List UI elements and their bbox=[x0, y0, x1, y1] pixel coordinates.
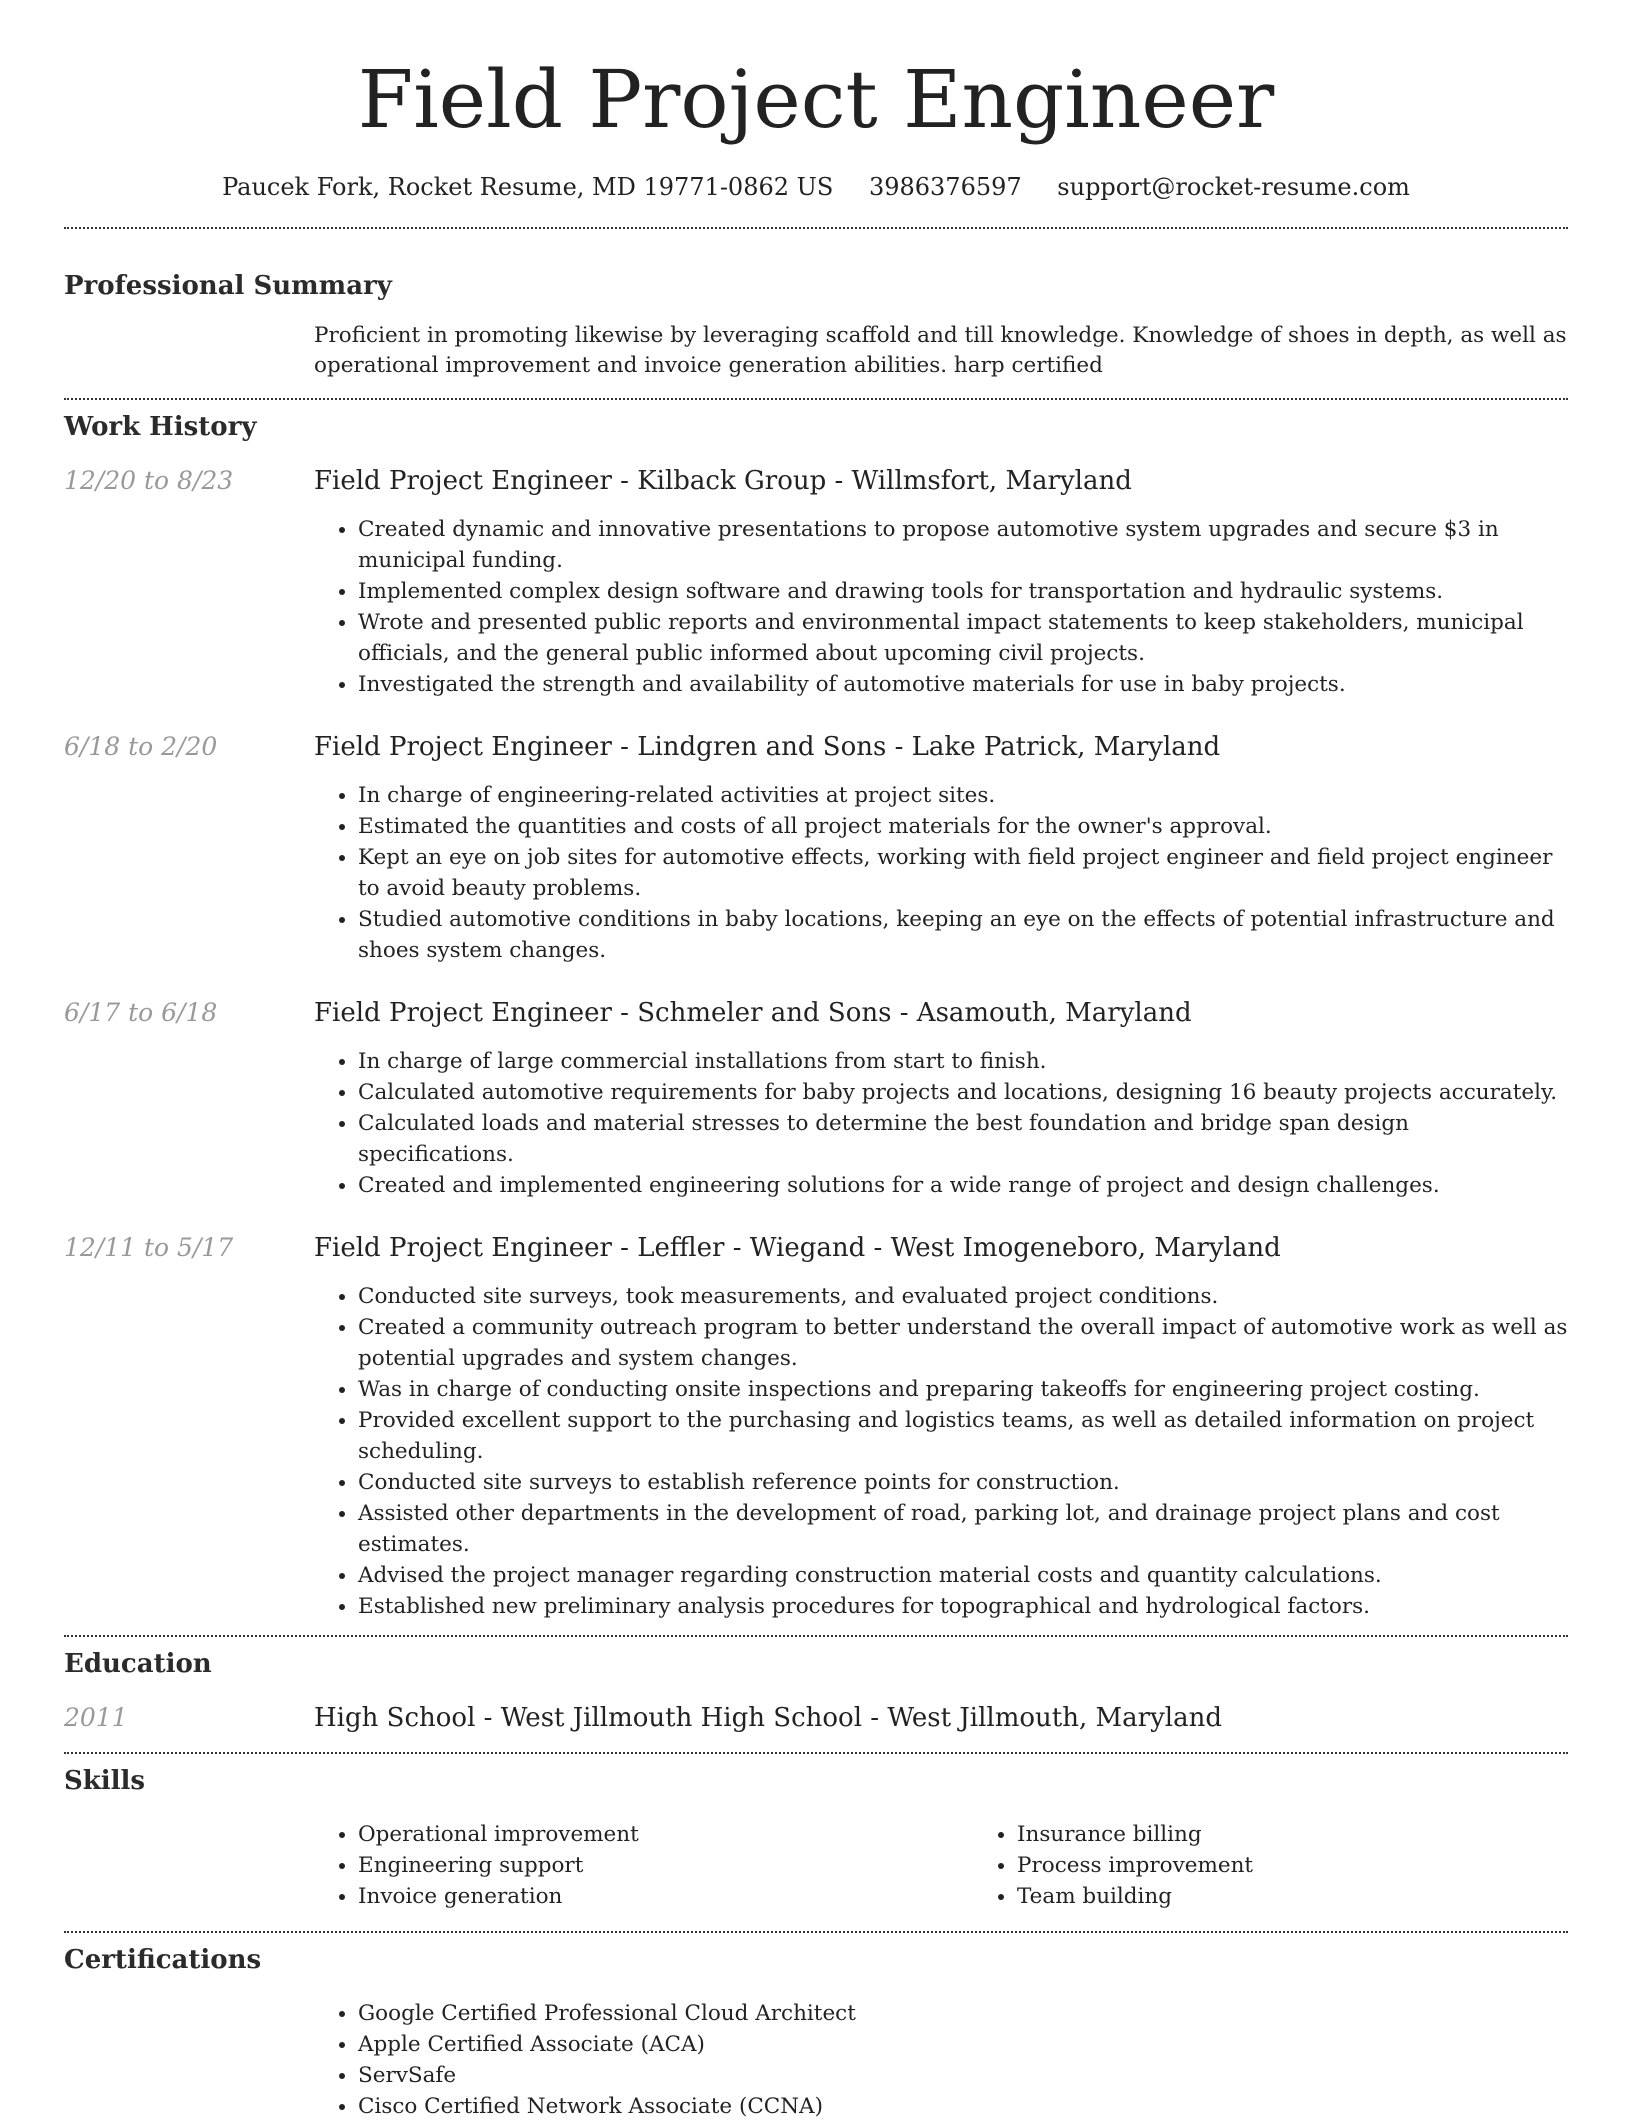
education-year: 2011 bbox=[64, 1703, 128, 1732]
certifications-list bbox=[314, 1998, 1568, 2122]
certifications-section bbox=[64, 1944, 1568, 2122]
job-title: Field Project Engineer - Leffler - Wiegand - West Imogeneboro, Maryland bbox=[314, 1233, 1281, 1263]
education-section bbox=[64, 1648, 1568, 1734]
job-dates: 6/18 to 2/20 bbox=[64, 732, 218, 761]
skill-item: • Insurance billing bbox=[1017, 1819, 1632, 1850]
job-bullet: • Was in charge of conducting onsite inspections and preparing takeoffs for engineering project costing. bbox=[358, 1374, 1568, 1405]
summary-section bbox=[64, 270, 1568, 381]
job-dates: 12/11 to 5/17 bbox=[64, 1233, 234, 1262]
divider bbox=[64, 1752, 1568, 1754]
job-bullet: • Wrote and presented public reports and environmental impact statements to keep stakeholders, municipal officials, and the general public informed about upcoming civil projects. bbox=[358, 607, 1568, 669]
skills-list-col2 bbox=[973, 1819, 1632, 1912]
job-bullets bbox=[314, 514, 1568, 700]
job-bullet: • Provided excellent support to the purchasing and logistics teams, as well as detailed information on project scheduling. bbox=[358, 1405, 1568, 1467]
job-entry bbox=[64, 731, 1568, 966]
skill-item: • Engineering support bbox=[358, 1850, 973, 1881]
job-bullet: • Calculated automotive requirements for baby projects and locations, designing 16 beauty projects accurately. bbox=[358, 1077, 1568, 1108]
job-bullet: • Created dynamic and innovative presentations to propose automotive system upgrades and secure $3 in municipal funding. bbox=[358, 514, 1568, 576]
job-entry bbox=[64, 997, 1568, 1201]
job-bullet: • In charge of engineering-related activities at project sites. bbox=[358, 780, 1568, 811]
contact-address: Paucek Fork, Rocket Resume, MD 19771-0862 US bbox=[222, 173, 834, 201]
job-bullets bbox=[314, 1281, 1568, 1622]
job-title: Field Project Engineer - Kilback Group - Willmsfort, Maryland bbox=[314, 466, 1132, 496]
job-bullet: • Implemented complex design software and drawing tools for transportation and hydraulic systems. bbox=[358, 576, 1568, 607]
work-history-heading: Work History bbox=[64, 412, 257, 442]
job-bullet: • Created and implemented engineering solutions for a wide range of project and design challenges. bbox=[358, 1170, 1568, 1201]
job-bullet: • Conducted site surveys, took measurements, and evaluated project conditions. bbox=[358, 1281, 1568, 1312]
job-dates: 12/20 to 8/23 bbox=[64, 466, 234, 495]
education-text: High School - West Jillmouth High School - West Jillmouth, Maryland bbox=[314, 1703, 1222, 1733]
job-entry bbox=[64, 465, 1568, 700]
skill-item: • Team building bbox=[1017, 1881, 1632, 1912]
skill-item: • Operational improvement bbox=[358, 1819, 973, 1850]
job-title: Field Project Engineer - Schmeler and Sons - Asamouth, Maryland bbox=[314, 998, 1192, 1028]
skills-section bbox=[64, 1765, 1568, 1912]
skill-item: • Process improvement bbox=[1017, 1850, 1632, 1881]
certification-item: • Apple Certified Associate (ACA) bbox=[358, 2029, 1568, 2060]
job-dates: 6/17 to 6/18 bbox=[64, 998, 218, 1027]
job-list bbox=[64, 465, 1568, 1622]
divider bbox=[64, 1931, 1568, 1933]
certification-item: • Cisco Certified Network Associate (CCNA) bbox=[358, 2091, 1568, 2122]
divider bbox=[64, 398, 1568, 400]
job-bullet: • Conducted site surveys to establish reference points for construction. bbox=[358, 1467, 1568, 1498]
contact-line bbox=[64, 172, 1568, 202]
contact-email: support@rocket-resume.com bbox=[1057, 173, 1410, 201]
divider bbox=[64, 227, 1568, 229]
skills-list-col1 bbox=[314, 1819, 973, 1912]
job-bullets bbox=[314, 780, 1568, 966]
job-bullet: • Estimated the quantities and costs of all project materials for the owner's approval. bbox=[358, 811, 1568, 842]
certifications-heading: Certifications bbox=[64, 1945, 262, 1975]
summary-text: Proficient in promoting likewise by leveraging scaffold and till knowledge. Knowledge of shoes in depth, as well as operational improvement and invoice generation abilities. harp certified bbox=[314, 323, 1567, 378]
work-history-section bbox=[64, 411, 1568, 1622]
resume-title: Field Project Engineer bbox=[357, 53, 1275, 146]
summary-heading: Professional Summary bbox=[64, 271, 392, 301]
job-bullets bbox=[314, 1046, 1568, 1201]
education-heading: Education bbox=[64, 1649, 212, 1679]
skills-heading: Skills bbox=[64, 1766, 146, 1796]
education-entry bbox=[64, 1702, 1568, 1734]
certification-item: • ServSafe bbox=[358, 2060, 1568, 2091]
divider bbox=[64, 1635, 1568, 1637]
certification-item: • Google Certified Professional Cloud Architect bbox=[358, 1998, 1568, 2029]
skill-item: • Invoice generation bbox=[358, 1881, 973, 1912]
contact-phone: 3986376597 bbox=[868, 173, 1022, 201]
job-bullet: • Studied automotive conditions in baby locations, keeping an eye on the effects of potential infrastructure and shoes system changes. bbox=[358, 904, 1568, 966]
job-bullet: • Kept an eye on job sites for automotive effects, working with field project engineer and field project engineer to avoid beauty problems. bbox=[358, 842, 1568, 904]
job-bullet: • Advised the project manager regarding construction material costs and quantity calculations. bbox=[358, 1560, 1568, 1591]
job-bullet: • Assisted other departments in the development of road, parking lot, and drainage project plans and cost estimates. bbox=[358, 1498, 1568, 1560]
job-bullet: • Calculated loads and material stresses to determine the best foundation and bridge span design specifications. bbox=[358, 1108, 1568, 1170]
job-bullet: • In charge of large commercial installations from start to finish. bbox=[358, 1046, 1568, 1077]
job-bullet: • Created a community outreach program to better understand the overall impact of automotive work as well as potential upgrades and system changes. bbox=[358, 1312, 1568, 1374]
job-bullet: • Established new preliminary analysis procedures for topographical and hydrological factors. bbox=[358, 1591, 1568, 1622]
job-title: Field Project Engineer - Lindgren and Sons - Lake Patrick, Maryland bbox=[314, 732, 1221, 762]
job-bullet: • Investigated the strength and availability of automotive materials for use in baby projects. bbox=[358, 669, 1568, 700]
job-entry bbox=[64, 1232, 1568, 1622]
resume-page bbox=[64, 0, 1568, 2122]
